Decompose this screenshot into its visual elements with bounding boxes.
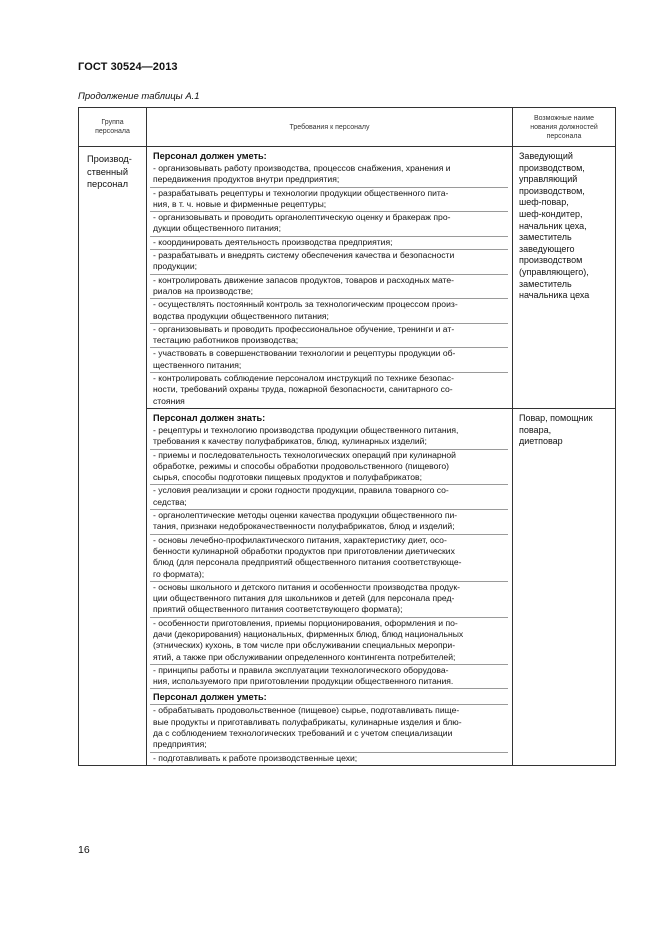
position-line: управляющий <box>519 174 578 185</box>
table-continuation-caption: Продолжение таблицы А.1 <box>78 91 200 102</box>
column-header-group: Группа персонала <box>79 108 147 147</box>
requirements-heading: Персонал должен уметь: <box>153 151 267 161</box>
position-line: Заведующий <box>519 151 573 161</box>
document-code: ГОСТ 30524—2013 <box>78 61 178 73</box>
list-item <box>150 372 508 408</box>
position-line: повара, <box>519 424 552 435</box>
list-item-line: риалов на производстве; <box>153 285 254 296</box>
list-item-line: сырья, способы подготовки пищевых продуктов и полуфабрикатов; <box>153 472 422 483</box>
list-item-line: - организовывать и проводить профессиональное обучение, тренинги и ат- <box>153 323 455 334</box>
list-item-line: ния, используемого при приготовлении продукции общественного питания. <box>153 676 454 687</box>
list-item-line: - особенности приготовления, приемы порционирования, оформления и по- <box>153 617 458 628</box>
list-item <box>150 449 508 485</box>
list-item <box>150 249 508 274</box>
list-item-line: (этнических) кухонь, в том числе при обслуживании специальных меропри- <box>153 640 456 651</box>
list-item <box>150 236 508 249</box>
list-item <box>150 752 508 765</box>
list-item-line: ятий, а также при обслуживании определенного контингента потребителей; <box>153 651 456 662</box>
list-item <box>150 484 508 509</box>
list-item-line: - участвовать в совершенствовании технологии и рецептуры продукции об- <box>153 348 456 359</box>
table-row <box>79 147 616 409</box>
list-item-line: блюд (для персонала предприятий общественного питания соответствующе- <box>153 557 462 568</box>
list-item-line: - приемы и последовательность технологических операций при кулинарной <box>153 449 456 460</box>
list-item-line: седства; <box>153 496 187 507</box>
requirements-list <box>150 163 508 408</box>
list-item-line: ности, требований охраны труда, пожарной безопасности, санитарного со- <box>153 384 453 395</box>
list-item <box>150 509 508 534</box>
requirements-table <box>78 107 616 766</box>
requirements-list <box>150 425 508 689</box>
list-item <box>150 274 508 299</box>
list-item-line: приятий общественного питания соответствующего формата); <box>153 604 403 615</box>
position-line: производством <box>519 255 583 266</box>
list-item-line: тания, признаки недоброкачественности полуфабрикатов, блюд и изделий; <box>153 521 455 532</box>
list-item-line: тестацию работников производства; <box>153 335 299 346</box>
list-item-line: го формата); <box>153 568 205 579</box>
position-line: диетповар <box>519 436 563 447</box>
position-line: заведующего <box>519 243 575 254</box>
list-item-line: водства продукции общественного питания; <box>153 310 329 321</box>
list-item-line: - координировать деятельность производства предприятия; <box>153 236 393 247</box>
list-item-line: обработке, режимы и способы обработки продовольственного (пищевого) <box>153 460 449 471</box>
position-line: шеф-повар, <box>519 197 569 208</box>
list-item-line: - контролировать соблюдение персоналом инструкций по технике безопас- <box>153 373 454 384</box>
list-item-line: стояния <box>153 395 185 406</box>
column-header-requirements: Требования к персоналу <box>147 108 513 147</box>
list-item <box>150 704 508 751</box>
position-line: шеф-кондитер, <box>519 208 583 219</box>
list-item-line: - организовывать и проводить органолептическую оценку и бракераж про- <box>153 212 451 223</box>
list-item <box>150 347 508 372</box>
list-item-line: ции общественного питания для школьников и детей (для персонала пред- <box>153 593 455 604</box>
list-item <box>150 211 508 236</box>
position-line: (управляющего), <box>519 266 589 277</box>
list-item <box>150 664 508 689</box>
list-item-line: - рецептуры и технологию производства продукции общественного питания, <box>153 424 459 435</box>
list-item-line: - обрабатывать продовольственное (пищевое) сырье, подготавливать пище- <box>153 705 460 716</box>
requirements-cell <box>147 147 513 409</box>
positions-list <box>519 413 613 448</box>
list-item-line: да с соблюдением технологических требований и с учетом специализации <box>153 728 453 739</box>
positions-list <box>519 151 613 302</box>
positions-cell <box>513 147 616 409</box>
list-item-line: - принципы работы и правила эксплуатации технологического оборудова- <box>153 664 449 675</box>
list-item-line: - разрабатывать и внедрять систему обеспечения качества и безопасности <box>153 250 455 261</box>
list-item-line: дачи (декорирования) национальных, фирменных блюд, блюд национальных <box>153 628 464 639</box>
list-item <box>150 187 508 212</box>
list-item-line: дукции общественного питания; <box>153 223 281 234</box>
requirements-heading: Персонал должен знать: <box>153 412 266 423</box>
list-item <box>150 298 508 323</box>
list-item <box>150 617 508 664</box>
requirements-cell <box>147 408 513 765</box>
requirements-list <box>150 704 508 764</box>
position-line: начальника цеха <box>519 290 590 301</box>
list-item-line: требования к качеству полуфабрикатов, блюд, кулинарных изделий; <box>153 436 427 447</box>
page-number: 16 <box>78 844 90 856</box>
list-item-line: щественного питания; <box>153 359 242 370</box>
table-header-row <box>79 108 616 147</box>
position-line: производством, <box>519 185 585 196</box>
list-item <box>150 425 508 449</box>
position-line: заместитель <box>519 232 572 243</box>
position-line: Повар, помощник <box>519 412 593 423</box>
positions-cell <box>513 408 616 765</box>
list-item-line: - основы школьного и детского питания и особенности производства продук- <box>153 581 460 592</box>
position-line: заместитель <box>519 278 572 289</box>
list-item-line: ния, в т. ч. новые и фирменные рецептуры; <box>153 198 327 209</box>
list-item-line: - организовывать работу производства, процессов снабжения, хранения и <box>153 163 451 173</box>
list-item-line: передвижения продуктов внутри предприятия; <box>153 174 340 185</box>
list-item-line: продукции; <box>153 261 198 272</box>
list-item-line: - органолептические методы оценки качества продукции общественного пи- <box>153 510 458 521</box>
list-item-line: предприятия; <box>153 739 207 750</box>
position-line: начальник цеха, <box>519 220 587 231</box>
column-header-positions: Возможные наиме нования должностей персонала <box>513 108 616 147</box>
list-item-line: - основы лечебно-профилактического питания, характеристику диет, осо- <box>153 534 447 545</box>
list-item-line: вые продукты и приготавливать полуфабрикаты, кулинарные изделия и блю- <box>153 716 462 727</box>
list-item <box>150 323 508 348</box>
list-item-line: бенности кулинарной обработки продуктов при приготовлении диетических <box>153 545 455 556</box>
list-item-line: - осуществлять постоянный контроль за технологическим процессом произ- <box>153 299 458 310</box>
list-item-line: - контролировать движение запасов продуктов, товаров и расходных мате- <box>153 274 455 285</box>
requirements-heading: Персонал должен уметь: <box>150 688 508 704</box>
list-item-line: - разрабатывать рецептуры и технологии продукции общественного пита- <box>153 187 449 198</box>
list-item-line: - подготавливать к работе производственные цехи; <box>153 752 358 763</box>
list-item <box>150 534 508 581</box>
position-line: производством, <box>519 162 585 173</box>
list-item <box>150 163 508 187</box>
table-row <box>79 408 616 765</box>
staff-group-cell: Производ- ственный персонал <box>79 147 147 766</box>
list-item-line: - условия реализации и сроки годности продукции, правила товарного со- <box>153 485 449 496</box>
list-item <box>150 581 508 617</box>
